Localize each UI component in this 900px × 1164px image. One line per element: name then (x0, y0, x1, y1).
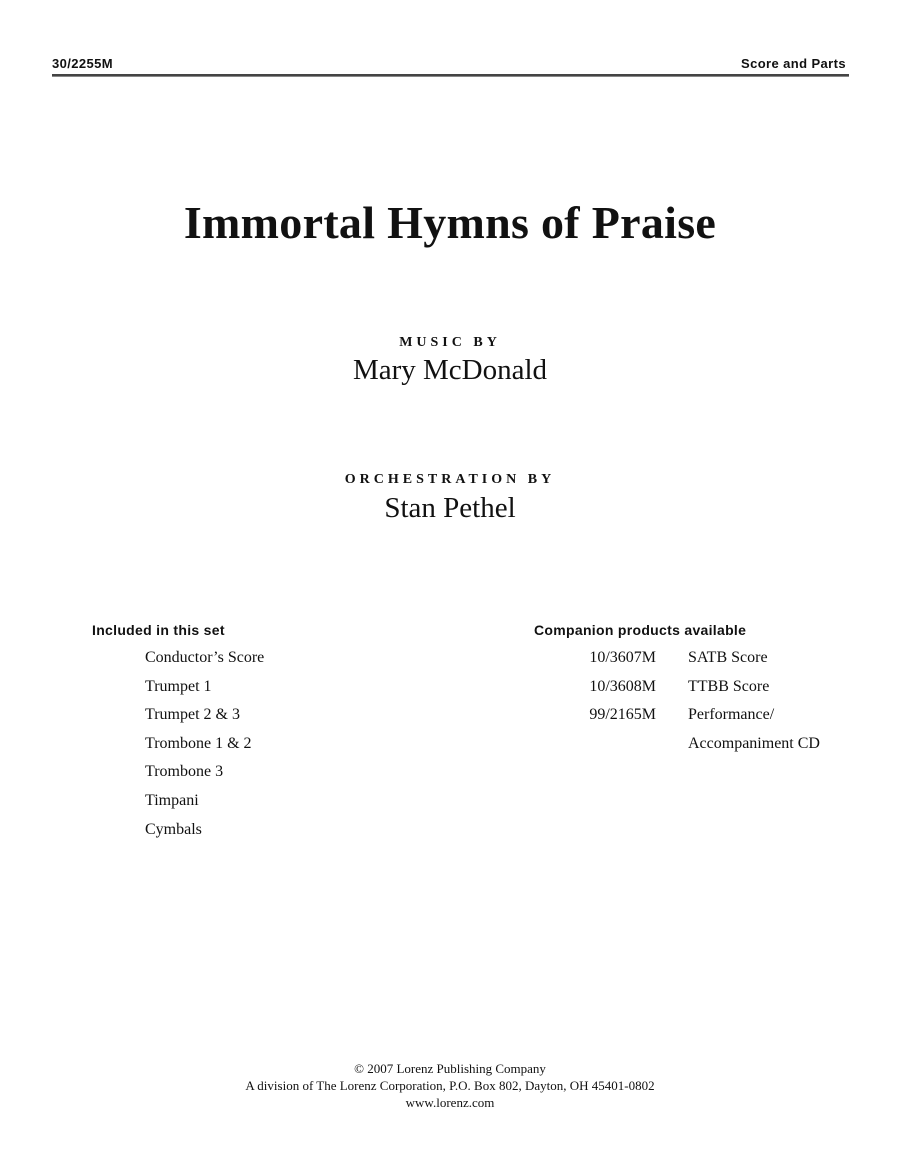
publisher-website: www.lorenz.com (405, 1095, 495, 1110)
companion-table (560, 646, 820, 760)
companion-row (560, 675, 820, 704)
included-item: Timpani (145, 791, 199, 809)
header-rule (52, 74, 849, 77)
music-by-label: MUSIC BY (399, 335, 501, 350)
companion-row (560, 732, 820, 761)
companion-code: 10/3608M (589, 677, 656, 695)
page-title: Immortal Hymns of Praise (183, 197, 717, 248)
catalog-code: 30/2255M (52, 56, 114, 71)
companion-code (560, 732, 688, 761)
included-item: Conductor’s Score (145, 649, 265, 666)
companion-desc: Performance/ (688, 706, 775, 724)
companion-desc: SATB Score (688, 649, 768, 666)
copyright-line: © 2007 Lorenz Publishing Company (354, 1061, 546, 1076)
publisher-address: A division of The Lorenz Corporation, P.O. Box 802, Dayton, OH 45401-0802 (245, 1078, 655, 1093)
companion-desc: Accompaniment CD (688, 734, 820, 752)
included-item: Trumpet 2 & 3 (145, 706, 240, 724)
included-heading: Included in this set (92, 622, 225, 638)
companion-row (560, 703, 820, 732)
header-label: Score and Parts (741, 56, 846, 71)
included-item: Trombone 3 (145, 763, 224, 781)
orchestration-by-label: ORCHESTRATION BY (344, 472, 556, 487)
included-item: Trombone 1 & 2 (145, 734, 252, 752)
footer (0, 1060, 900, 1111)
included-list (145, 646, 264, 846)
composer-name: Mary McDonald (352, 354, 548, 386)
companion-code: 10/3607M (589, 649, 656, 666)
companion-heading: Companion products available (534, 622, 747, 638)
included-item: Trumpet 1 (145, 677, 212, 695)
companion-row (560, 646, 820, 675)
orchestrator-name: Stan Pethel (384, 492, 516, 524)
companion-desc: TTBB Score (688, 677, 770, 695)
companion-code: 99/2165M (589, 706, 656, 724)
included-item: Cymbals (145, 820, 202, 838)
